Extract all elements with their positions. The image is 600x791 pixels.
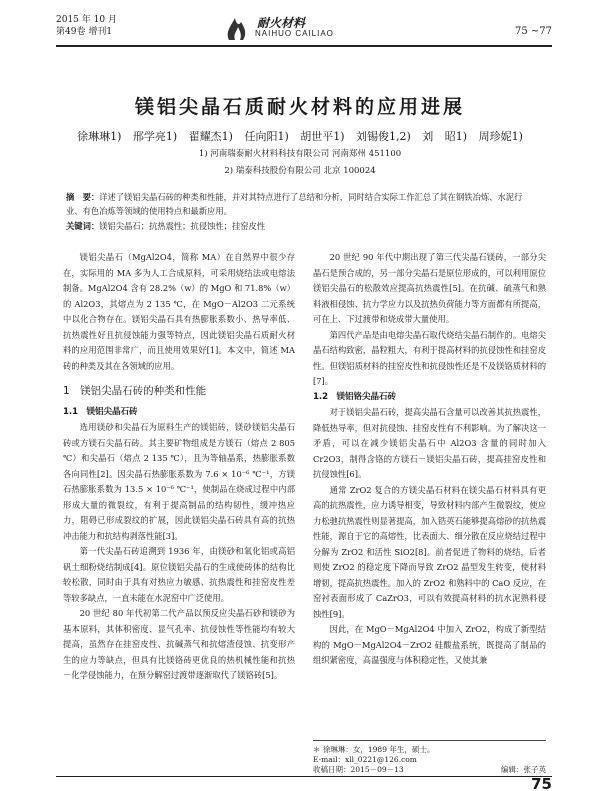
abstract	[66, 190, 536, 218]
received-date: 收稿日期：2015－09－13	[313, 765, 404, 774]
page-number: 75	[531, 775, 552, 791]
year-issue: 2015 年 10 月	[56, 15, 117, 25]
keywords	[66, 219, 536, 233]
paragraph: 因此，在 MgO－MgAl2O4 中加入 ZrO2，构成了新型结构的 MgO－MgAl2O4－ZrO2 硅酸盐系统，既提高了制品的组织紧密度，高温强度与体积稳定性，又使其兼	[313, 624, 546, 665]
affiliation-1: 1) 河南瑞泰耐火材料科技有限公司 河南郑州 451100	[198, 149, 402, 159]
intro-paragraph: 镁铝尖晶石（MgAl2O4，简称 MA）在自然界中很少存在，实际用的 MA 多为人工合成原料，可采用烧结法或电熔法制备。MgAl2O4 含有 28.2%（w）的 MgO 和 71.8%（w）的 Al2O3，其熔点为 2 135 ℃，在 MgO－Al2O3 二元系统中以化合物存在。镁铝尖晶石具有热膨胀系数小、热导率低、抗热震性好且抗侵蚀能力强等特点，因此镁铝尖晶石质耐火材料的应用范围非常广，而且使用效果好[1]。本文中，简述 MA 砖的种类及其在各领域的应用。	[63, 252, 295, 371]
issue-info	[56, 14, 117, 38]
abstract-text: 详述了镁铝尖晶石砖的种类和性能，并对其特点进行了总结和分析，同时结合实际工作汇总了其在钢铁冶炼、水泥行业、有色冶炼等领域的使用特点和最新应用。	[66, 192, 523, 216]
journal-logo	[221, 14, 401, 42]
affiliation-2: 2) 瑞泰科技股份有限公司 北京 100024	[224, 166, 376, 176]
journal-name-cn: 耐火材料	[257, 16, 306, 30]
author-footnote	[313, 740, 546, 775]
header-rule	[56, 45, 552, 47]
journal-name-en: NAIHUO CAILIAO	[255, 29, 334, 38]
page-range: 75 ~77	[514, 26, 552, 37]
editor: 编辑：张子英	[501, 765, 546, 774]
paragraph: 第四代产品是由电熔尖晶石取代烧结尖晶石制作的。电熔尖晶石结构致密，晶粒粗大，有利于提高材料的抗侵蚀性和挂窑皮性。但镁铝质材料的挂窑皮性和抗侵蚀性还是不及镁铬质材料的[7]。	[313, 329, 546, 386]
section-heading-1-2: 1.2 镁铝铬尖晶石砖	[313, 391, 397, 402]
abstract-label: 摘 要：	[66, 192, 100, 202]
flame-icon	[223, 14, 253, 42]
right-column	[313, 250, 546, 669]
paragraph: 20 世纪 90 年代中期出现了第三代尖晶石镁砖，一部分尖晶石是预合成的，另一部分尖晶石是原位形成的，可以利用原位镁铝尖晶石的松散效应提高抗热震性[5]。在抗碱、硫蒸气和熟料液相侵蚀、抗力学应力以及抗热负荷能力等方面都有所提高，可在上、下过渡带和烧成带大量使用。	[313, 252, 546, 324]
running-header	[56, 14, 552, 44]
paragraph: 对于镁铝尖晶石砖，提高尖晶石含量可以改善其抗热震性，降低热导率，但对抗侵蚀、挂窑皮性有不利影响。为了解决这一矛盾，可以在减少镁铝尖晶石中 Al2O3 含量的同时加入 Cr2O3，制得含铬的方镁石－镁铝尖晶石砖，提高挂窑皮性和抗侵蚀性[6]。	[313, 407, 546, 479]
author-email: E-mail：xll_0221@126.com	[313, 755, 417, 764]
article-title: 镁铝尖晶石质耐火材料的应用进展	[134, 96, 465, 118]
paragraph: 第一代尖晶石砖追溯到 1936 年，由镁砂和氧化铝或高铝矾土细粉烧结制成[4]。原位镁铝尖晶石的生成使砖体的结构比较松散，同时由于具有对热应力敏感、抗热震性和挂窑皮性差等较多缺点，一直未能在水泥窑中广泛使用。	[63, 546, 295, 603]
footnote-dates	[313, 765, 546, 775]
author-list: 徐琳琳1) 邢学亮1) 翟耀杰1) 任向阳1) 胡世平1) 刘锡俊1,2) 刘 昭1) 周珍妮1)	[77, 130, 523, 143]
keywords-text: 镁铝尖晶石；抗热震性；抗侵蚀性；挂窑皮性	[99, 221, 266, 231]
page-footer	[56, 776, 552, 791]
paragraph: 20 世纪 80 年代初第二代产品以预反应尖晶石砂和镁砂为基本原料，其体积密度、显气孔率、抗侵蚀性等性能均有较大提高，虽然存在挂窑皮性、抗碱蒸气和抗熔渣侵蚀、抗变形产生的应力等缺点，但具有比镁铬砖更优良的热机械性能和抗热－化学侵蚀能力，在预分解窑过渡带逐渐取代了镁铬砖[5]。	[63, 608, 295, 680]
author-bio: ＊ 徐琳琳：女，1989 年生，硕士。	[313, 745, 435, 754]
keywords-label: 关键词：	[66, 221, 100, 231]
left-column	[63, 250, 295, 684]
paragraph: 通常 ZrO2 复合的方镁尖晶石材料在镁尖晶石材料具有更高的抗热震性，应力诱导相变，导致材料内部产生微裂纹，使应力松驰抗热震性则显著提高，加入锆英石能够提高熔砂的抗热震性能，源自于它的高熔性，比表面大、细分散在反应烧结过程中分解为 ZrO2 和活性 SiO2[8]。前者促进了物料的烧结，后者则使 ZrO2 的稳定度下降而导致 ZrO2 晶型发生转变，使材料增韧，提高抗热震性。加入的 ZrO2 和熟料中的 CaO 反应，在窑衬表面形成了 CaZrO3，可以有效提高材料的抗水泥熟料侵蚀性[9]。	[313, 484, 546, 619]
section-heading-1: 1 镁铝尖晶石砖的种类和性能	[63, 385, 207, 397]
volume: 第49卷 增刊1	[56, 27, 113, 37]
section-heading-1-1: 1.1 镁铝尖晶石砖	[63, 406, 138, 417]
paragraph: 选用镁砂和尖晶石为原料生产的镁铝砖，镁砂镁铝尖晶石砖或方镁石尖晶石砖。其主要矿物组成是方镁石（熔点 2 805 ℃）和尖晶石（熔点 2 135 ℃），且为等轴晶系，热膨胀系数各向同性[2]。因尖晶石热膨胀系数为 7.6 × 10⁻⁶ ℃⁻¹，方镁石热膨胀系数为 13.5 × 10⁻⁶ ℃⁻¹，使制品在烧成过程中内部形成大量的微裂纹，有利于提高制品的结构韧性，缓冲热应力，阻碍已形成裂纹的扩展，因此镁铝尖晶石砖具有高的抗热冲击能力和抗结构剥落性能[3]。	[63, 422, 295, 541]
